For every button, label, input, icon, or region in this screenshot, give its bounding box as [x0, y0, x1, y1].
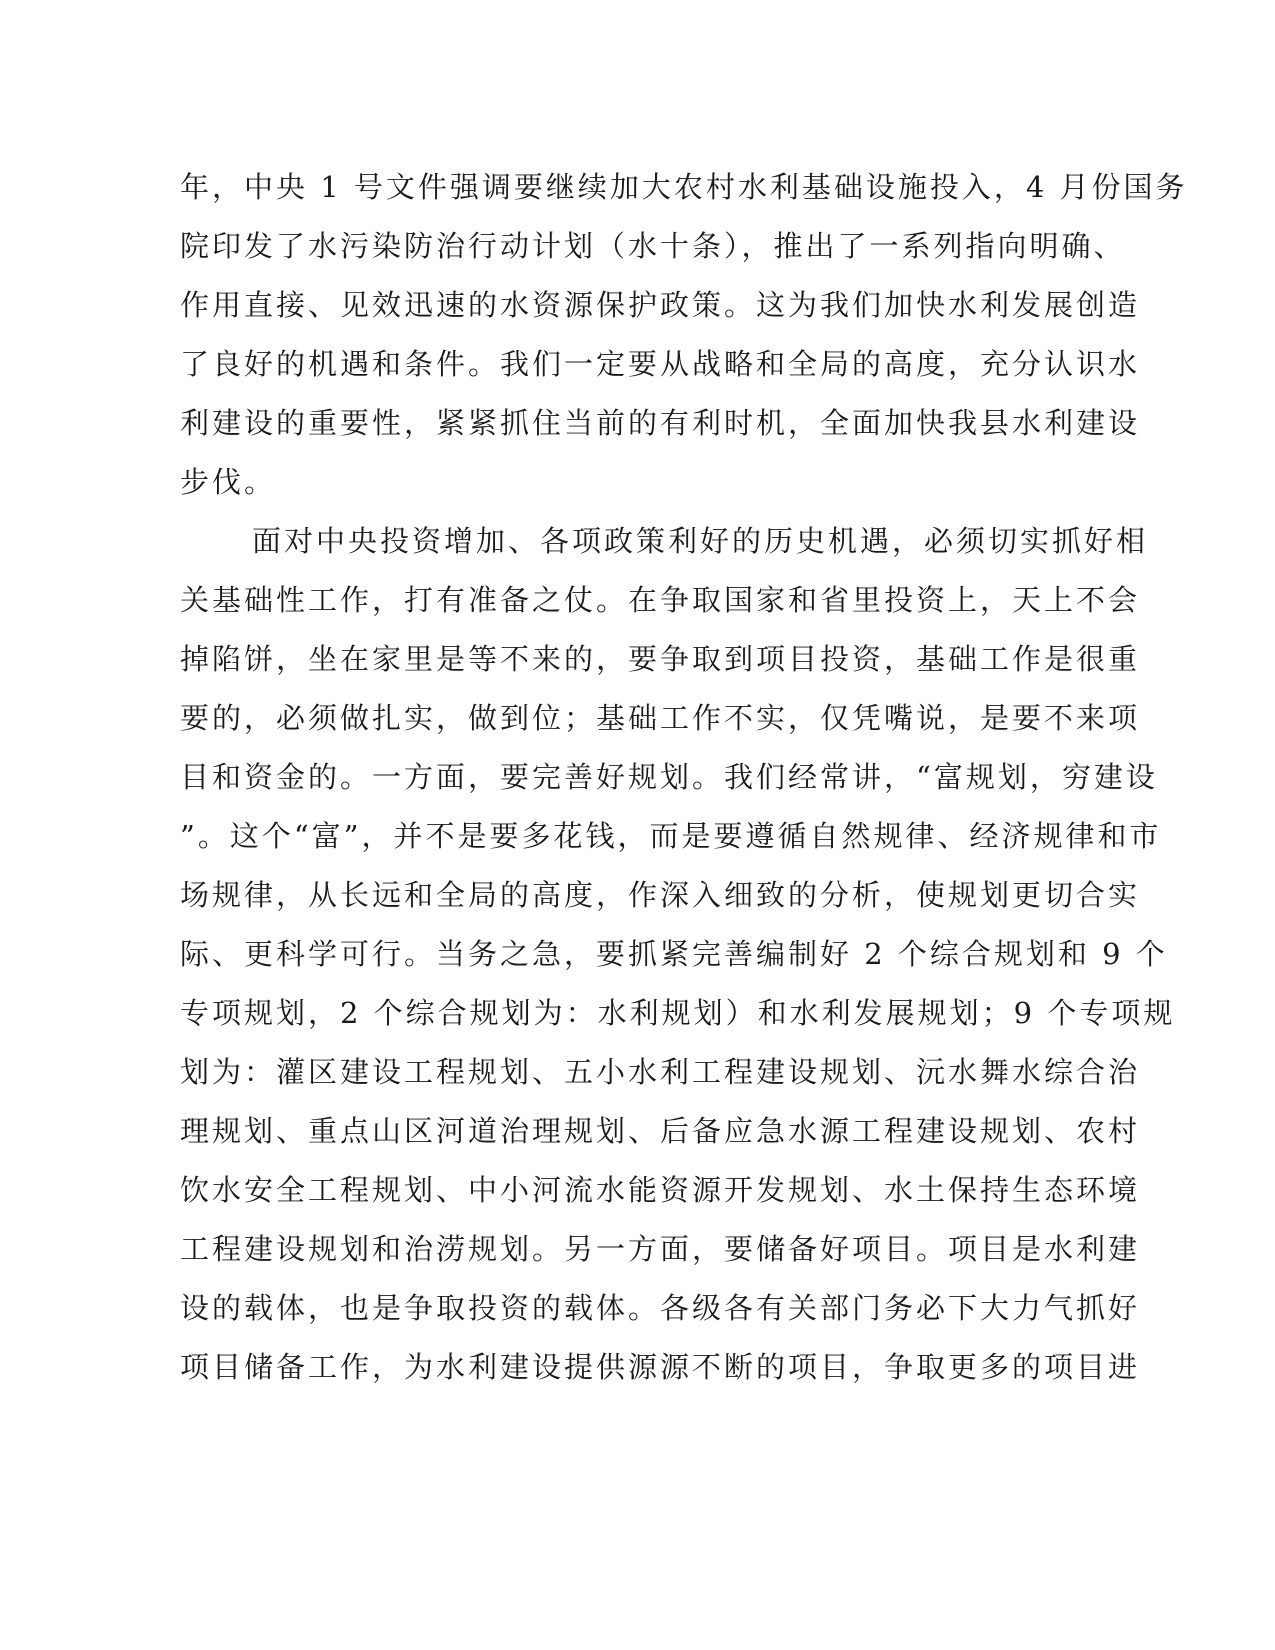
paragraph-first-line: 面对中央投资增加、各项政策利好的历史机遇，必须切实抓好相 [252, 524, 1149, 558]
text-line: 际、更科学可行。当务之急，要抓紧完善编制好 2 个综合规划和 9 个 [180, 937, 1168, 971]
text-line: 划为：灌区建设工程规划、五小水利工程建设规划、沅水舞水综合治 [180, 1055, 1141, 1089]
text-line: 要的，必须做扎实，做到位；基础工作不实，仅凭嘴说，是要不来项 [180, 701, 1141, 735]
text-line: ”。这个“富”，并不是要多花钱，而是要遵循自然规律、经济规律和市 [180, 819, 1162, 853]
text-line: 作用直接、见效迅速的水资源保护政策。这为我们加快水利发展创造 [180, 288, 1141, 322]
text-line: 院印发了水污染防治行动计划（水十条），推出了一系列指向明确、 [180, 229, 1126, 263]
text-line: 年，中央 1 号文件强调要继续加大农村水利基础设施投入，4 月份国务 [180, 170, 1188, 204]
body-text [180, 158, 1188, 1397]
text-line: 设的载体，也是争取投资的载体。各级各有关部门务必下大力气抓好 [180, 1291, 1141, 1325]
text-line: 工程建设规划和治涝规划。另一方面，要储备好项目。项目是水利建 [180, 1232, 1141, 1266]
text-line: 步伐。 [180, 465, 277, 499]
text-line: 专项规划，2 个综合规划为：水利规划）和水利发展规划；9 个专项规 [180, 996, 1176, 1030]
text-line: 关基础性工作，打有准备之仗。在争取国家和省里投资上，天上不会 [180, 583, 1141, 617]
text-line: 理规划、重点山区河道治理规划、后备应急水源工程建设规划、农村 [180, 1114, 1141, 1148]
text-line: 饮水安全工程规划、中小河流水能资源开发规划、水土保持生态环境 [180, 1173, 1141, 1207]
text-line: 项目储备工作，为水利建设提供源源不断的项目，争取更多的项目进 [180, 1350, 1141, 1384]
text-line: 了良好的机遇和条件。我们一定要从战略和全局的高度，充分认识水 [180, 347, 1141, 381]
text-line: 利建设的重要性，紧紧抓住当前的有利时机，全面加快我县水利建设 [180, 406, 1141, 440]
text-line: 目和资金的。一方面，要完善好规划。我们经常讲，“富规划，穷建设 [180, 760, 1158, 794]
text-line: 掉陷饼，坐在家里是等不来的，要争取到项目投资，基础工作是很重 [180, 642, 1141, 676]
text-line: 场规律，从长远和全局的高度，作深入细致的分析，使规划更切合实 [180, 878, 1141, 912]
